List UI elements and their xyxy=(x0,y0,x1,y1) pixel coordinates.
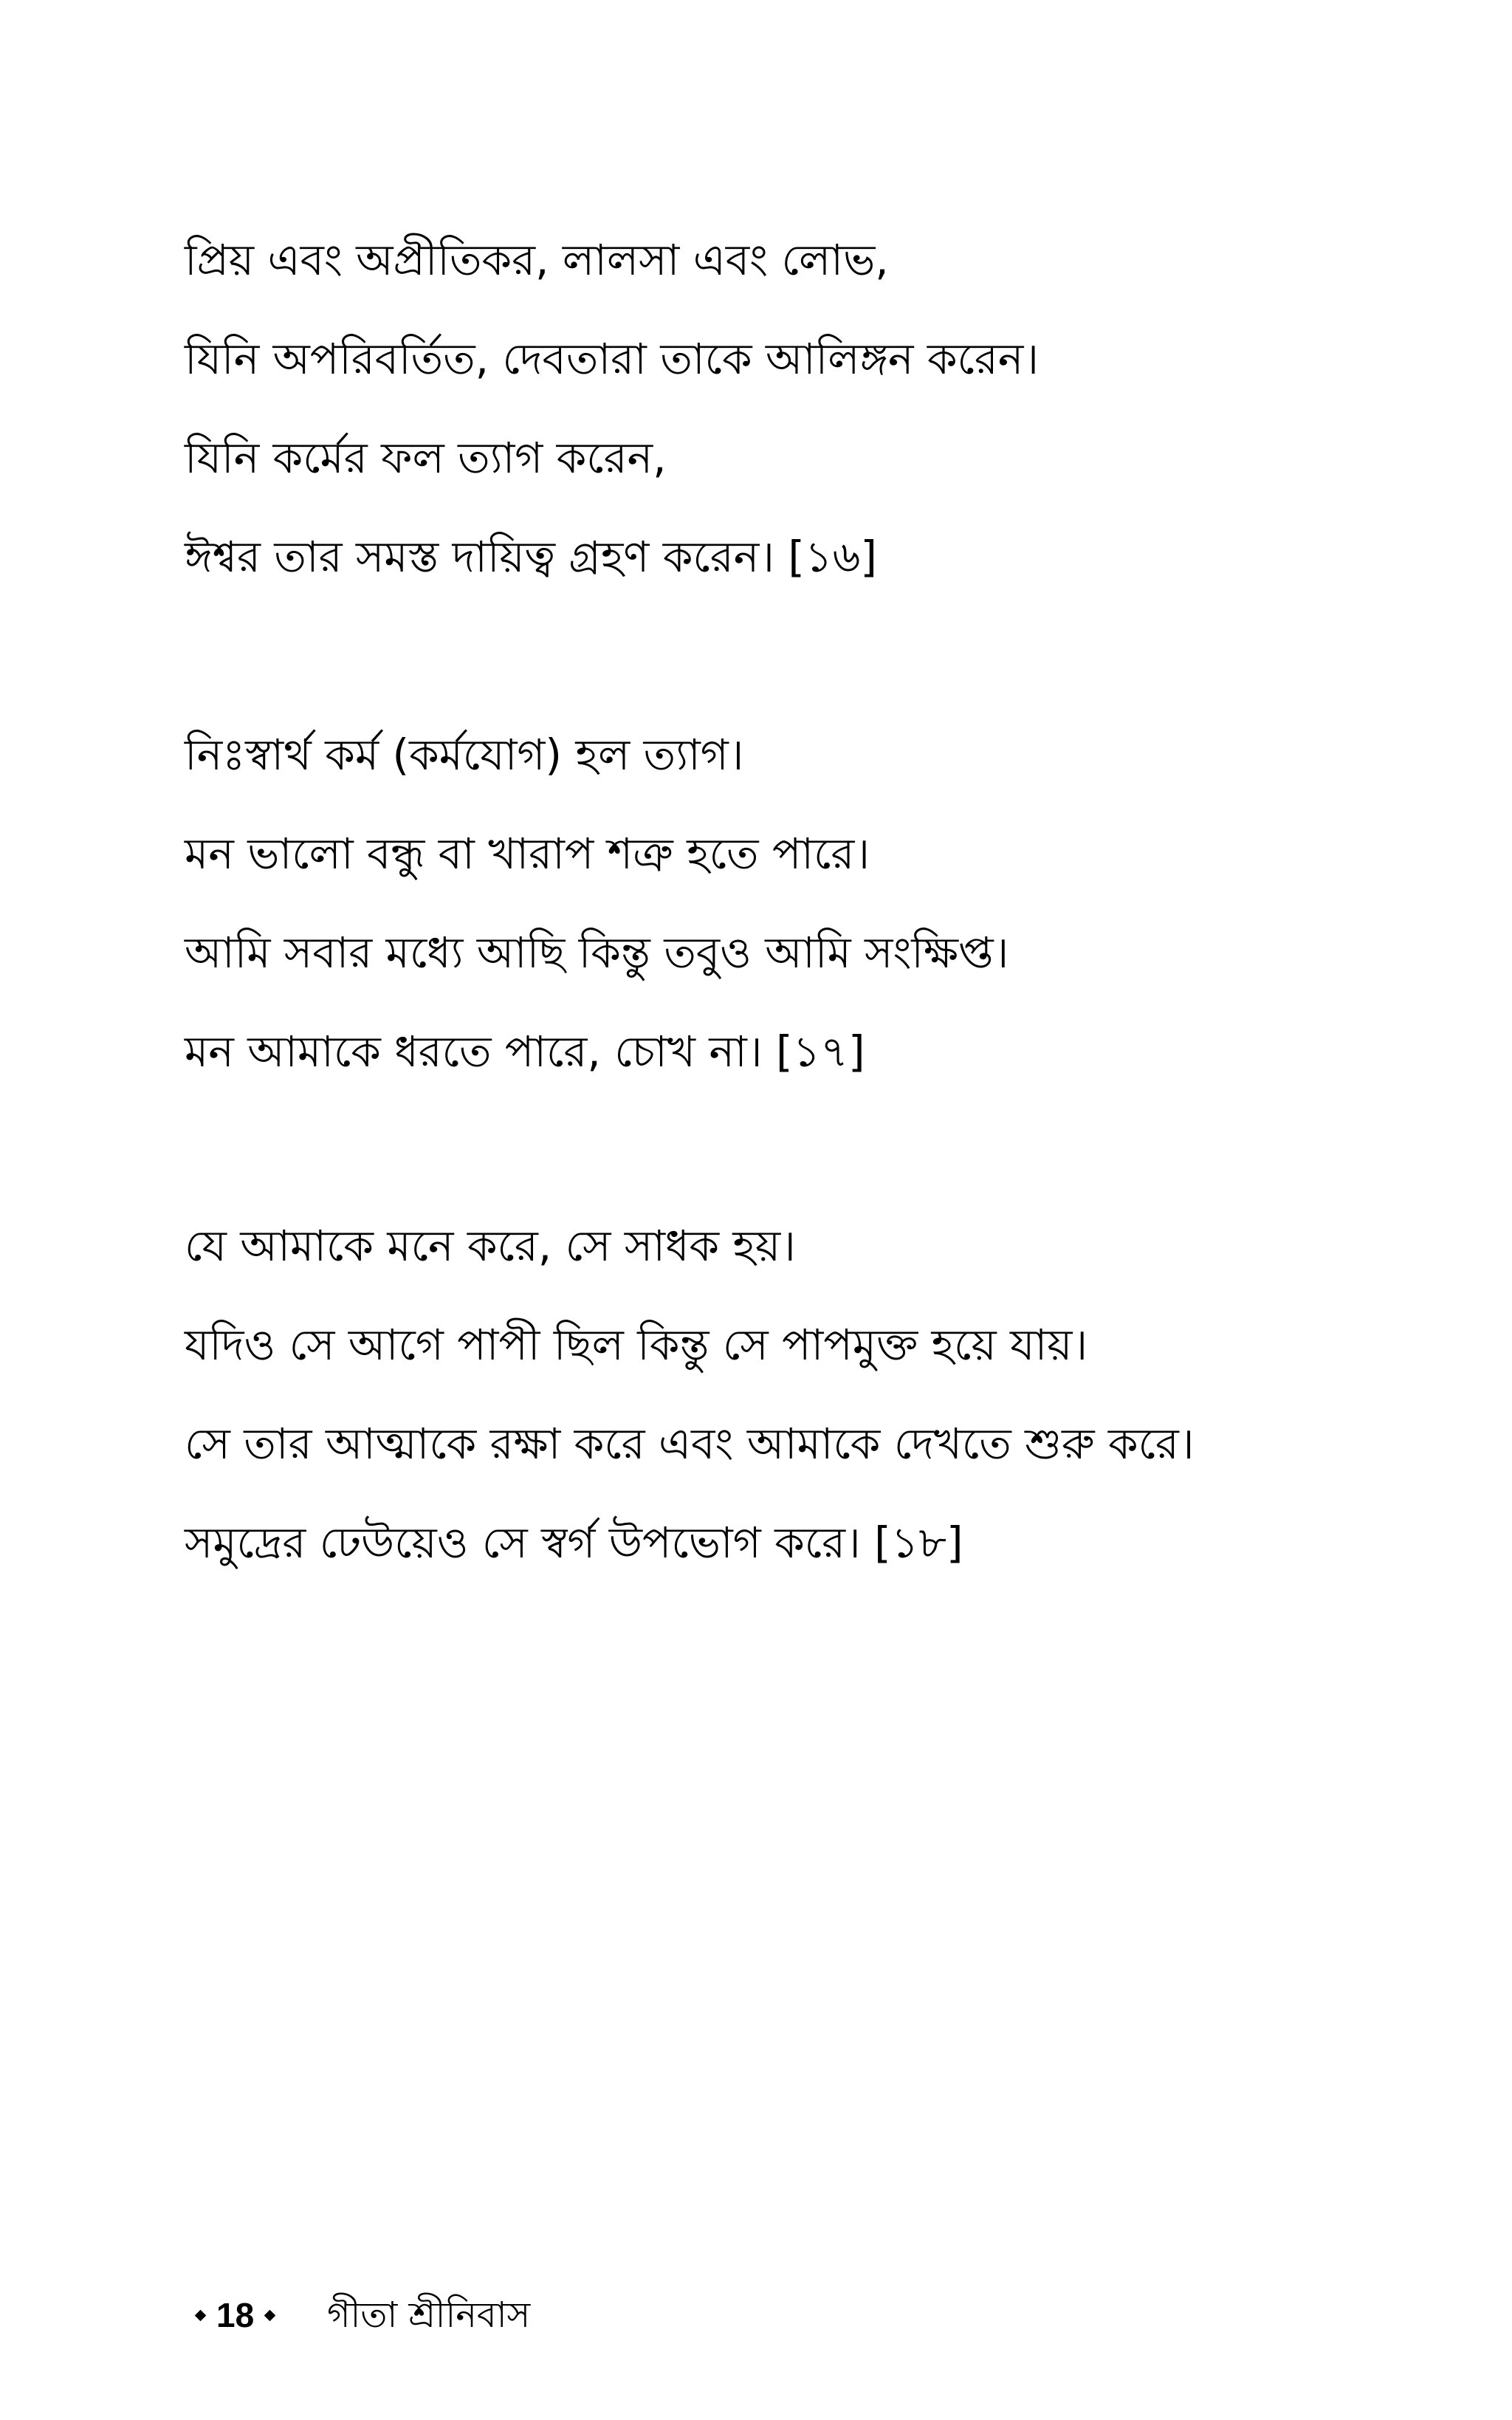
verse-line: যিনি অপরিবর্তিত, দেবতারা তাকে আলিঙ্গন করেন। xyxy=(185,334,1040,384)
running-head-author: গীতা শ্রীনিবাস xyxy=(327,2294,531,2336)
stanza-17 xyxy=(185,705,1403,1101)
verse-line: ঈশ্বর তার সমস্ত দায়িত্ব গ্রহণ করেন। [১৬] xyxy=(185,532,878,582)
verse-line: যদিও সে আগে পাপী ছিল কিন্তু সে পাপমুক্ত হয়ে যায়। xyxy=(185,1320,1088,1370)
verse-line: প্রিয় এবং অপ্রীতিকর, লালসা এবং লোভ, xyxy=(185,235,889,285)
diamond-ornament-icon xyxy=(195,2309,207,2321)
diamond-ornament-icon xyxy=(264,2309,276,2321)
verse-line: সে তার আত্মাকে রক্ষা করে এবং আমাকে দেখতে শুরু করে। xyxy=(185,1419,1195,1469)
stanza-16 xyxy=(185,210,1403,606)
verse-line: আমি সবার মধ্যে আছি কিন্তু তবুও আমি সংক্ষিপ্ত। xyxy=(185,928,1009,978)
stanza-18 xyxy=(185,1196,1403,1592)
verse-line: নিঃস্বার্থ কর্ম (কর্মযোগ) হল ত্যাগ। xyxy=(185,730,744,780)
verse-line: যিনি কর্মের ফল ত্যাগ করেন, xyxy=(185,433,667,483)
verse-line: মন ভালো বন্ধু বা খারাপ শত্রু হতে পারে। xyxy=(185,829,870,879)
verse-line: মন আমাকে ধরতে পারে, চোখ না। [১৭] xyxy=(185,1026,865,1077)
verse-line: যে আমাকে মনে করে, সে সাধক হয়। xyxy=(185,1221,796,1271)
page-number: 18 xyxy=(216,2296,255,2334)
verse-line: সমুদ্রের ঢেউয়েও সে স্বর্গ উপভোগ করে। [১৮] xyxy=(185,1518,963,1568)
page-footer xyxy=(185,2293,530,2337)
